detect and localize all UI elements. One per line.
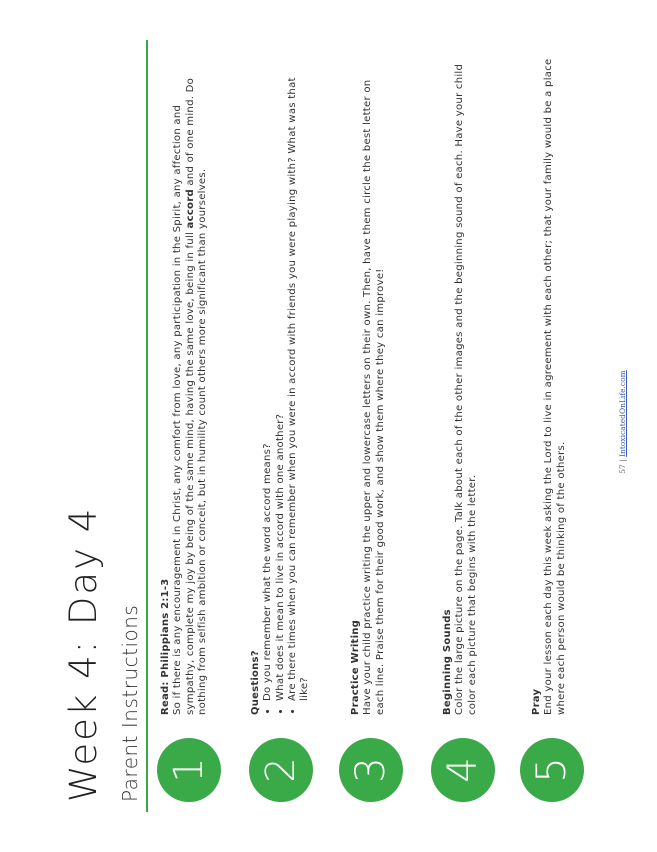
question-list — [262, 55, 311, 715]
step-1-label-prefix: Read: — [160, 681, 171, 715]
step-1-badge: 1 — [157, 738, 221, 802]
step-3-badge: 3 — [339, 738, 403, 802]
page-footer — [618, 272, 627, 572]
step-1-section — [160, 55, 209, 715]
page-title: Week 4: Day 4 — [62, 506, 105, 802]
step-1-label-ref: Philippians 2:1-3 — [160, 578, 171, 678]
step-3-label: Practice Writing — [350, 619, 361, 715]
step-4-badge: 4 — [431, 738, 495, 802]
step-4-text: Color the large picture on the page. Talk about each of the other images and the beginning sound of each. Have your child color each picture that begins with the letter. — [454, 63, 478, 715]
step-1-text — [172, 55, 209, 715]
step-4-label: Beginning Sounds — [442, 609, 453, 715]
step-5-section — [531, 55, 568, 715]
step-2-section — [250, 55, 311, 715]
page-subtitle: Parent Instructions — [118, 604, 142, 802]
step-2-label: Questions? — [250, 650, 261, 715]
step-3-text: Have your child practice writing the upper and lowercase letters on their own. Then, have them circle the best letter on each line. Praise them for their good work, and show them where they can improve! — [362, 79, 386, 715]
footer-separator: | — [618, 459, 627, 462]
scripture-bold-word: accord — [184, 189, 196, 229]
question-item: • What does it mean to live in accord with one another? — [275, 55, 287, 701]
step-5-badge: 5 — [520, 738, 584, 802]
step-5-text: End your lesson each day this week asking the Lord to live in agreement with each other; that your family would be a place where each person would be thinking of the others. — [543, 58, 567, 715]
step-2-badge: 2 — [249, 738, 313, 802]
question-item: • Do you remember what the word accord means? — [262, 55, 274, 701]
question-item: • Are there times when you can remember when you were in accord with friends you were playing with? What was that like? — [287, 55, 312, 701]
page-number: 57 — [618, 464, 627, 474]
website-link[interactable]: IntoxicatedOnLife.com — [618, 370, 627, 457]
divider-rule — [146, 40, 148, 812]
step-4-section — [442, 55, 479, 715]
step-3-section — [350, 55, 387, 715]
scripture-text-cont: and of one mind. Do nothing from selfish ambition or conceit, but in humility count others more significant than yourselves. — [184, 77, 208, 715]
step-5-label: Pray — [531, 688, 542, 715]
step-1-label — [160, 55, 172, 715]
scripture-text: So if there is any encouragement in Christ, any comfort from love, any participation in the Spirit, any affection and sympathy, complete my joy by being of the same mind, having the same love, being in full — [172, 104, 196, 715]
